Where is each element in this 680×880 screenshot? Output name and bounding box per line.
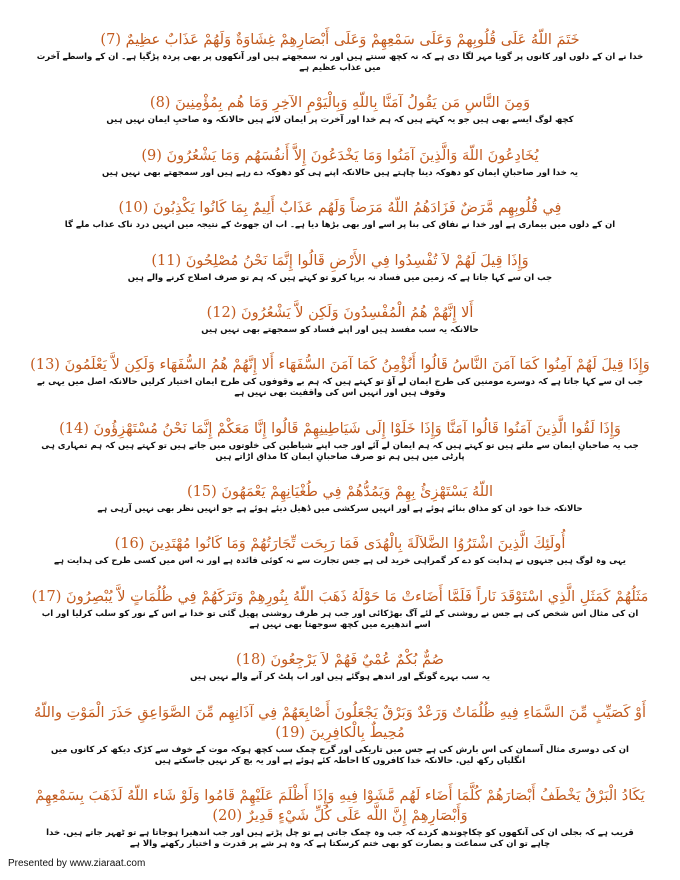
verse-block <box>30 534 650 567</box>
arabic-text: وَإِذَا قِيلَ لَهُمْ آمِنُوا كَمَا آمَنَ النَّاسُ قَالُوا أَنُؤْمِنُ كَمَا آمَنَ السُّفَهَاء أَلا إِنَّهُمْ هُمُ السُّفَهَاء وَلَكِن لاَّ يَعْلَمُونَ <box>64 357 650 374</box>
urdu-translation: حالانکہ یہ سب مفسد ہیں اور اپنے فساد کو سمجھتے بھی نہیں ہیں <box>201 324 479 335</box>
verse-number: (12) <box>206 304 237 321</box>
arabic-verse <box>30 146 650 166</box>
verse-block <box>30 587 650 631</box>
arabic-verse <box>30 587 650 607</box>
arabic-verse <box>30 93 650 113</box>
arabic-verse <box>30 534 650 554</box>
arabic-text: اللّهُ يَسْتَهْزِئُ بِهِمْ وَيَمُدُّهُمْ فِي طُغْيَانِهِمْ يَعْمَهُونَ <box>221 484 494 500</box>
verse-block <box>30 650 650 683</box>
verse-number: (7) <box>100 32 121 48</box>
verse-number: (9) <box>141 147 162 164</box>
urdu-translation: یہی وہ لوگ ہیں جنہوں نے ہدایت کو دے کر گمراہی خرید لی ہے جس تجارت سے نہ کوئی فائدہ ہے اور نہ اس میں کسی طرح کی ہدایت ہے <box>54 556 626 567</box>
verse-number: (18) <box>236 652 266 669</box>
urdu-translation: یہ خدا اور صاحبانِ ایمان کو دھوکہ دینا چاہتے ہیں حالانکہ اپنے ہی کو دھوکہ دے رہے ہیں اور سمجھتے بھی نہیں ہیں <box>102 167 578 178</box>
verse-number: (10) <box>118 200 149 217</box>
arabic-text: أَلا إِنَّهُمْ هُمُ الْمُفْسِدُونَ وَلَكِن لاَّ يَشْعُرُونَ <box>241 304 474 321</box>
verse-number: (17) <box>31 588 62 605</box>
verse-number: (14) <box>59 420 89 437</box>
arabic-text: أُولَئِكَ الَّذِينَ اشْتَرُوُا الضَّلاَلَةَ بِالْهُدَى فَمَا رَبِحَت تِّجَارَتُهُمْ وَمَا كَانُوا مُهْتَدِينَ <box>149 536 566 553</box>
arabic-verse <box>30 703 650 743</box>
urdu-translation: ان کی دوسری مثال آسمان کی اس بارش کی ہے جس میں تاریکی اور گرج چمک سب کچھ ہوکہ موت کے خوف سے کڑک دیکھ کر کانوں میں انگلیاں رکھ لیں. حالانکہ خدا کافروں کا احاطہ کئے ہوئے ہے اور یہ بچ کر نہیں جاسکتے ہیں <box>51 744 629 766</box>
arabic-verse <box>30 198 650 218</box>
arabic-text: يُخَادِعُونَ اللّهَ وَالَّذِينَ آمَنُوا وَمَا يَخْدَعُونَ إِلاَّ أَنفُسَهُم وَمَا يَشْعُرُونَ <box>166 147 539 164</box>
verse-number: (13) <box>30 357 60 374</box>
verse-number: (16) <box>114 536 145 553</box>
arabic-verse <box>30 251 650 271</box>
verse-block <box>30 93 650 126</box>
urdu-translation: ان کے دلوں میں بیماری ہے اور خدا نے نفاق کی بنا پر اسے اور بھی بڑھا دیا ہے۔ اب ان جھوٹ کے نتیجہ میں انہیں درد ناک عذاب ملے گا <box>64 220 616 231</box>
verse-number: (15) <box>186 484 217 500</box>
arabic-text: وَإِذَا قِيلَ لَهُمْ لاَ تُفْسِدُوا فِي الأَرْضِ قَالُوا إِنَّمَا نَحْنُ مُصْلِحُونَ <box>185 252 529 269</box>
arabic-verse <box>30 482 650 502</box>
verse-number: (8) <box>149 95 171 112</box>
verse-block <box>30 251 650 284</box>
verse-block <box>30 786 650 850</box>
arabic-text: يَكَادُ الْبَرْقُ يَخْطَفُ أَبْصَارَهُمْ كُلَّمَا أَضَاء لَهُم مَّشَوْا فِيهِ وَإِذَا أَظْلَمَ عَلَيْهِمْ قَامُوا وَلَوْ شَاء اللّهُ لَذَهَبَ بِسَمْعِهِمْ وَأَبْصَارِهِمْ إِنَّ اللَّه عَلَى كُلِّ شَيْءٍ قَدِيرٌ <box>35 787 645 824</box>
urdu-translation: کچھ لوگ ایسے بھی ہیں جو یہ کہتے ہیں کہ ہم خدا اور آخرت پر ایمان لائے ہیں حالانکہ وہ صاحبِ ایمان نہیں ہیں <box>106 115 574 126</box>
verse-block <box>30 146 650 179</box>
arabic-verse <box>30 303 650 323</box>
verse-block <box>30 355 650 399</box>
arabic-verse <box>30 30 650 50</box>
verse-block <box>30 303 650 336</box>
arabic-verse <box>30 650 650 670</box>
urdu-translation: قریب ہے کہ بجلی ان کی آنکھوں کو چکاچوندھ کردے کہ جب وہ چمک جاتی ہے تو چل پڑتے ہیں اور جب اندھیرا ہوجاتا ہے تو ٹھہر جاتے ہیں. خدا چاہے تو ان کی سماعت و بصارت کو بھی ختم کرسکتا ہے کہ وہ ہر شے پر قدرت و اختیار رکھنے والا ہے <box>46 827 634 849</box>
verse-block <box>30 703 650 767</box>
verse-number: (11) <box>151 252 182 269</box>
verse-number: (19) <box>275 724 305 741</box>
arabic-text: صُمٌّ بُكْمٌ عُمْيٌ فَهُمْ لاَ يَرْجِعُونَ <box>270 652 444 669</box>
verse-block <box>30 30 650 74</box>
verse-number: (20) <box>212 807 243 824</box>
urdu-translation: جب ان سے کہا جاتا ہے کہ دوسرے مومنین کی طرح ایمان لے آؤ تو کہتے ہیں کہ ہم بے وقوفوں کی طرح ایمان اختیار کرلیں حالانکہ اصل میں یہی بے وقوف ہیں اور انہیں اس کی واقفیت بھی نہیں ہے <box>36 377 644 399</box>
urdu-translation: جب ان سے کہا جاتا ہے کہ زمین میں فساد نہ برپا کرو تو کہتے ہیں کہ ہم تو صرف اصلاح کرنے والے ہیں <box>127 272 553 283</box>
arabic-text: مَثَلُهُمْ كَمَثَلِ الَّذِي اسْتَوْقَدَ نَاراً فَلَمَّا أَضَاءتْ مَا حَوْلَهُ ذَهَبَ اللّهُ بِنُورِهِمْ وَتَرَكَهُمْ فِي ظُلُمَاتٍ لاَّ يُبْصِرُونَ <box>66 588 649 605</box>
arabic-text: وَمِنَ النَّاسِ مَن يَقُولُ آمَنَّا بِاللّهِ وَبِالْيَوْمِ الآخِرِ وَمَا هُم بِمُؤْمِنِينَ <box>175 95 531 112</box>
urdu-translation: یہ سب بہرے گونگے اور اندھے ہوگئے ہیں اور اب پلٹ کر آنے والے نہیں ہیں <box>190 672 490 683</box>
urdu-translation: خدا نے ان کے دلوں اور کانوں پر گویا مہر لگا دی ہے کہ نہ کچھ سنتے ہیں اور نہ سمجھتے ہیں اور آنکھوں پر بھی پردہ پڑگیا ہے۔ ان کے واسطے آخرت میں عذاب عظیم ہے <box>36 52 644 73</box>
verse-block <box>30 198 650 231</box>
arabic-text: خَتَمَ اللّهُ عَلَى قُلُوبِهمْ وَعَلَى سَمْعِهِمْ وَعَلَى أَبْصَارِهِمْ غِشَاوَةٌ وَلَهُمْ عَذَابٌ عظِيمٌ <box>125 32 580 48</box>
arabic-verse <box>30 786 650 826</box>
verse-block <box>30 419 650 463</box>
footer-credit: Presented by www.ziaraat.com <box>8 858 146 869</box>
verse-block <box>30 482 650 515</box>
arabic-verse <box>30 419 650 439</box>
arabic-verse <box>30 355 650 375</box>
arabic-text: وَإِذَا لَقُوا الَّذِينَ آمَنُوا قَالُوا آمَنَّا وَإِذَا خَلَوْا إِلَى شَيَاطِينِهِمْ قَالُوا إِنَّا مَعَكْمْ إِنَّمَا نَحْنُ مُسْتَهْزِؤُونَ <box>93 420 621 437</box>
arabic-text: أَوْ كَصَيِّبٍ مِّنَ السَّمَاءِ فِيهِ ظُلُمَاتٌ وَرَعْدٌ وَبَرْقٌ يَجْعَلُونَ أَصْابِعَهُمْ فِي آذَانِهِم مِّنَ الصَّوَاعِقِ حَذَرَ الْمَوْتِ واللّهُ مُحِيطٌ بِالْكافِرِينَ <box>33 704 647 741</box>
urdu-translation: جب یہ صاحبانِ ایمان سے ملتے ہیں تو کہتے ہیں کہ ہم ایمان لے آئے اور جب اپنے شیاطین کی خلوتوں میں جاتے ہیں تو کہتے ہیں کہ ہم تمہاری ہی پارٹی میں ہیں ہم تو صرف صاحبانِ ایمان کا مذاق اڑاتے ہیں <box>41 440 639 462</box>
urdu-translation: حالانکہ خدا خود ان کو مذاق بنائے ہوئے ہے اور انہیں سرکشی میں ڈھیل دیئے ہوئے ہے جو انہیں نظر بھی نہیں آرہی ہے <box>97 504 583 514</box>
arabic-text: فِي قُلُوبِهِم مَّرَضٌ فَزَادَهُمُ اللّهُ مَرَضاً وَلَهُم عَذَابٌ أَلِيمٌ بِمَا كَانُوا يَكْذِبُونَ <box>152 200 562 217</box>
verses-container <box>30 30 650 850</box>
urdu-translation: ان کی مثال اس شخص کی ہے جس نے روشنی کے لئے آگ بھڑکائی اور جب ہر طرف روشنی پھیل گئی تو خدا نے اس کے نور کو سلب کرلیا اور اب اسے اندھیرے میں کچھ سوجھتا بھی نہیں ہے <box>41 608 639 630</box>
